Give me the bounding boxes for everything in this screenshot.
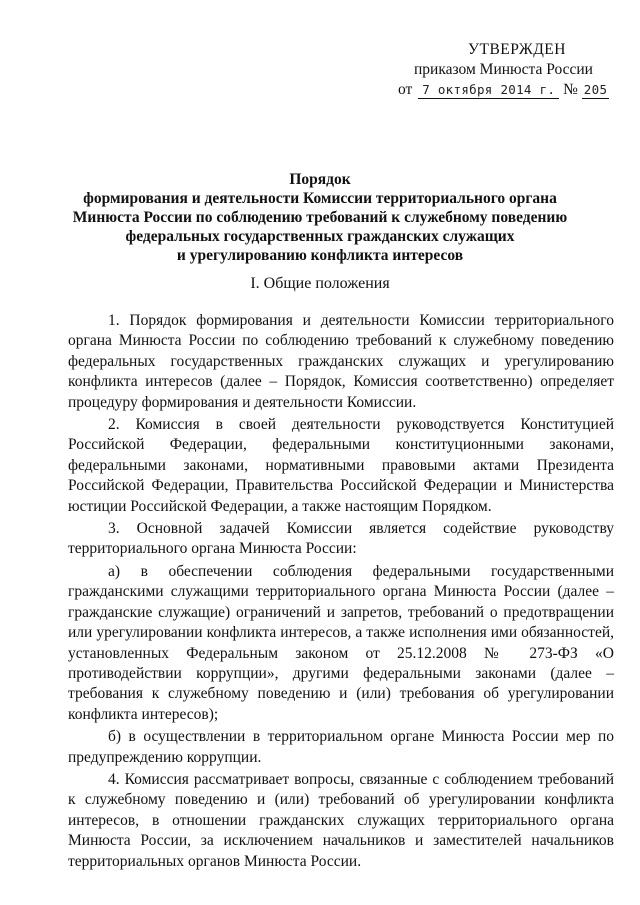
title-line: и урегулированию конфликта интересов — [176, 247, 464, 264]
approval-date: 7 октября 2014 г. — [418, 82, 559, 99]
approval-number-sign: № — [563, 81, 578, 98]
paragraph: 2. Комиссия в своей деятельности руководствуется Конституцией Российской Федерации, федеральными конституционными законами, федеральными законами, нормативными правовыми актами Президента Российской Федерации, Правительства Российской Федерации и Министерства юстиции Российской Федерации, а также настоящим Порядком. — [68, 416, 614, 515]
approval-order: приказом Минюста России — [414, 61, 593, 78]
title-heading: Порядок — [289, 171, 351, 188]
document-title — [40, 170, 600, 265]
approval-number: 205 — [583, 82, 608, 97]
paragraph: б) в осуществлении в территориальном органе Минюста России мер по предупреждению коррупции. — [68, 728, 614, 766]
approval-heading: УТВЕРЖДЕН — [468, 41, 566, 58]
approval-from-label: от — [398, 81, 413, 98]
paragraph: а) в обеспечении соблюдения федеральными государственными гражданскими служащими территориального органа Минюста России (далее – гражданские служащие) ограничений и запретов, требований о предотвращении или урегулировании конфликта интересов, а также исполнения ими обязанностей, установленных Федеральным законом от 25.12.2008 № 273-ФЗ «О противодействии коррупции», другими федеральными законами (далее – требования к служебному поведению и (или) требования об урегулировании конфликта интересов); — [68, 562, 614, 723]
title-line: федеральных государственных гражданских служащих — [125, 228, 515, 245]
approval-date-line — [398, 80, 609, 100]
section-title: I. Общие положения — [250, 275, 390, 292]
title-line: формирования и деятельности Комиссии территориального органа — [83, 190, 557, 207]
title-line: Минюста России по соблюдению требований к служебному поведению — [72, 209, 568, 226]
paragraph: 1. Порядок формирования и деятельности Комиссии территориального органа Минюста России по соблюдению требований к служебному поведению федеральных государственных гражданских служащих и урегулированию конфликта интересов (далее – Порядок, Комиссия соответственно) определяет процедуру формирования и деятельности Комиссии. — [68, 312, 614, 411]
paragraph: 4. Комиссия рассматривает вопросы, связанные с соблюдением требований к служебному поведению и (или) требований об урегулировании конфликта интересов, в отношении гражданских служащих территориального органа Минюста России, за исключением начальников и заместителей начальников территориальных органов Минюста России. — [68, 770, 614, 870]
document-body — [68, 311, 614, 872]
paragraph: 3. Основной задачей Комиссии является содействие руководству территориального органа Минюста России: — [68, 520, 614, 558]
